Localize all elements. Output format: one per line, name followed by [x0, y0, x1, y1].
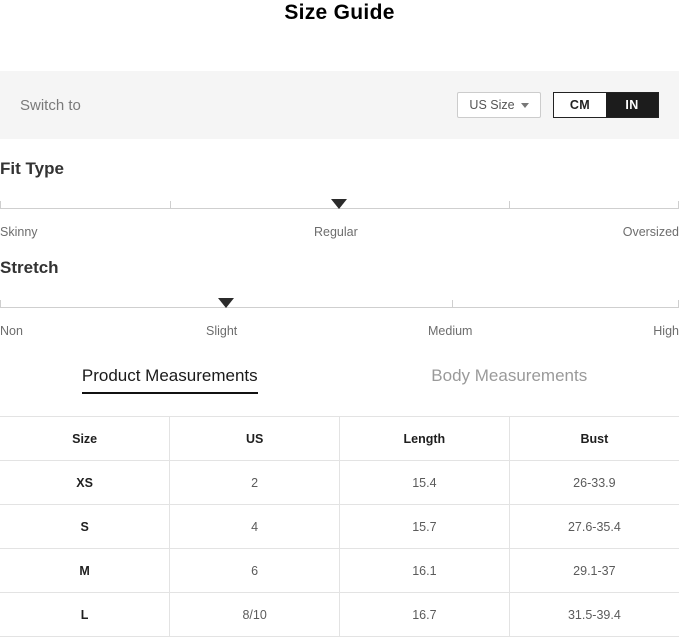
table-header-row	[0, 417, 679, 461]
table-row	[0, 593, 679, 637]
fit-type-tick	[170, 201, 171, 209]
fit-type-tick	[0, 201, 1, 209]
fit-type-label-oversized: Oversized	[623, 225, 679, 239]
stretch-tick	[452, 300, 453, 308]
table-cell-us: 8/10	[170, 593, 340, 637]
fit-type-section	[0, 139, 679, 179]
table-cell-bust: 31.5-39.4	[509, 593, 679, 637]
table-header-size: Size	[0, 417, 170, 461]
stretch-label-high: High	[653, 324, 679, 338]
table-cell-us: 6	[170, 549, 340, 593]
stretch-scale-labels	[0, 324, 679, 344]
table-row	[0, 461, 679, 505]
size-chart-table	[0, 416, 679, 637]
table-cell-us: 2	[170, 461, 340, 505]
table-cell-bust: 27.6-35.4	[509, 505, 679, 549]
table-cell-size: L	[0, 593, 170, 637]
stretch-scale[interactable]	[0, 289, 679, 323]
measurement-tabs	[0, 366, 679, 408]
table-header-length: Length	[340, 417, 510, 461]
unit-cm-button[interactable]: CM	[554, 93, 606, 117]
page-title: Size Guide	[0, 0, 679, 26]
table-cell-size: XS	[0, 461, 170, 505]
size-system-value: US Size	[469, 98, 514, 112]
stretch-scale-line	[0, 307, 679, 308]
table-cell-bust: 26-33.9	[509, 461, 679, 505]
table-cell-us: 4	[170, 505, 340, 549]
table-cell-length: 15.7	[340, 505, 510, 549]
fit-type-label-regular: Regular	[314, 225, 358, 239]
table-cell-bust: 29.1-37	[509, 549, 679, 593]
stretch-section	[0, 245, 679, 278]
table-cell-length: 15.4	[340, 461, 510, 505]
chevron-down-icon	[521, 103, 529, 108]
stretch-label-non: Non	[0, 324, 23, 338]
table-header-bust: Bust	[509, 417, 679, 461]
table-cell-length: 16.1	[340, 549, 510, 593]
tab-body-measurements-label: Body Measurements	[431, 366, 587, 392]
tab-product-measurements[interactable]	[0, 366, 340, 408]
table-row	[0, 549, 679, 593]
fit-type-tick	[509, 201, 510, 209]
stretch-marker	[218, 298, 234, 308]
table-cell-length: 16.7	[340, 593, 510, 637]
stretch-label-medium: Medium	[428, 324, 472, 338]
switch-to-label: Switch to	[20, 97, 81, 114]
fit-type-scale-labels	[0, 225, 679, 245]
unit-switch-bar	[0, 71, 679, 139]
stretch-heading: Stretch	[0, 258, 679, 278]
table-header-us: US	[170, 417, 340, 461]
fit-type-marker	[331, 199, 347, 209]
stretch-label-slight: Slight	[206, 324, 237, 338]
table-cell-size: M	[0, 549, 170, 593]
fit-type-label-skinny: Skinny	[0, 225, 38, 239]
tab-body-measurements[interactable]	[340, 366, 679, 408]
switch-controls	[457, 92, 659, 118]
unit-toggle	[553, 92, 659, 118]
fit-type-scale[interactable]	[0, 190, 679, 224]
unit-in-button[interactable]: IN	[606, 93, 658, 117]
table-row	[0, 505, 679, 549]
size-system-select[interactable]	[457, 92, 541, 118]
fit-type-heading: Fit Type	[0, 159, 679, 179]
tab-product-measurements-label: Product Measurements	[82, 366, 258, 394]
table-cell-size: S	[0, 505, 170, 549]
stretch-tick	[0, 300, 1, 308]
